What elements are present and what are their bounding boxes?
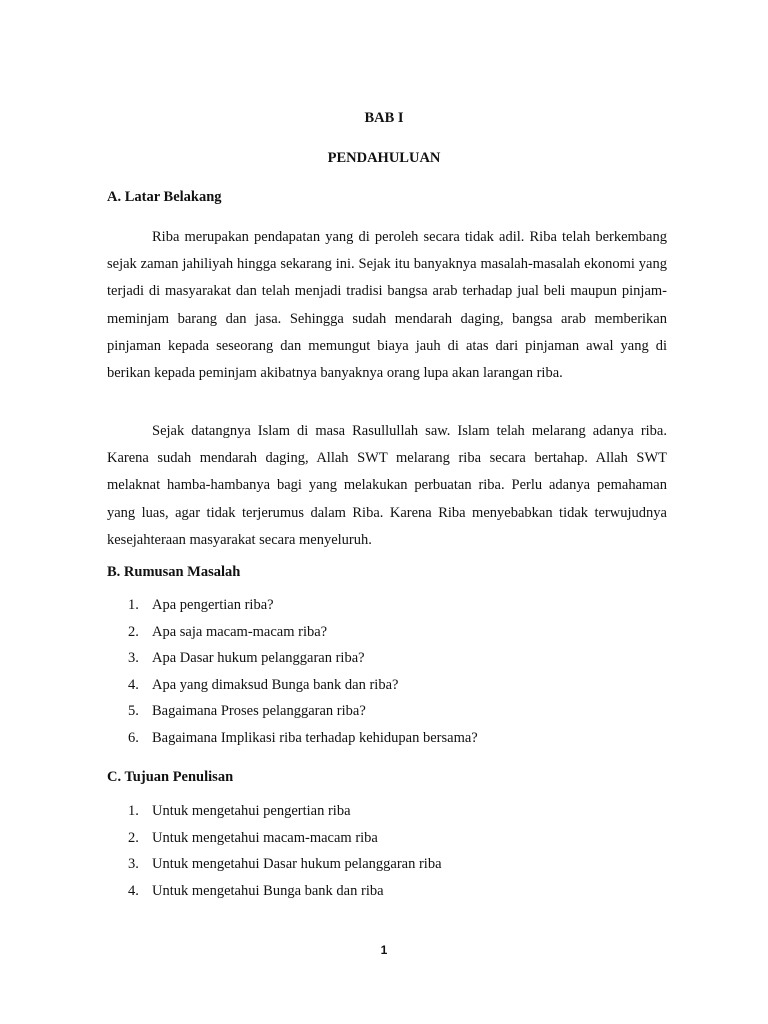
list-number: 2. [128, 623, 139, 640]
section-heading-rumusan-masalah: B. Rumusan Masalah [107, 564, 241, 580]
list-text: Untuk mengetahui Bunga bank dan riba [152, 882, 384, 899]
list-text: Apa Dasar hukum pelanggaran riba? [152, 650, 365, 666]
list-text: Untuk mengetahui macam-macam riba [152, 829, 378, 846]
list-text: Untuk mengetahui pengertian riba [152, 803, 351, 819]
list-number: 4. [128, 676, 139, 693]
list-text: Bagaimana Proses pelanggaran riba? [152, 703, 366, 719]
list-number: 4. [128, 882, 139, 899]
list-number: 5. [128, 703, 139, 719]
list-number: 3. [128, 650, 139, 666]
section-heading-latar-belakang: A. Latar Belakang [107, 189, 222, 205]
list-number: 1. [128, 803, 139, 819]
paragraph-latar-belakang-1: Riba merupakan pendapatan yang di peroleh secara tidak adil. Riba telah berkembang sejak zaman jahiliyah hingga sekarang ini. Sejak itu banyaknya masalah-masalah ekonomi yang terjadi di masyarakat dan telah menjadi tradisi bangsa arab terhadap jual beli maupun pinjam-meminjam barang dan jasa. Sehingga sudah mendarah daging, bangsa arab memberikan pinjaman kepada seseorang dan memungut biaya jauh di atas dari pinjaman awal yang di berikan kepada peminjam akibatnya banyaknya orang lupa akan larangan riba. [107, 229, 667, 382]
list-number: 6. [128, 729, 139, 746]
list-number: 2. [128, 829, 139, 846]
list-number: 1. [128, 597, 139, 613]
paragraph-latar-belakang-2: Sejak datangnya Islam di masa Rasullullah saw. Islam telah melarang adanya riba. Karena sudah mendarah daging, Allah SWT melarang riba secara bertahap. Allah SWT melaknat hamba-hambanya bagi yang melakukan perbuatan riba. Perlu adanya pemahaman yang luas, agar tidak terjerumus dalam Riba. Karena Riba menyebabkan tidak terwujudnya kesejahteraan masyarakat secara menyeluruh. [107, 423, 667, 548]
list-text: Apa yang dimaksud Bunga bank dan riba? [152, 676, 399, 693]
chapter-title: PENDAHULUAN [327, 150, 441, 166]
list-text: Apa pengertian riba? [152, 597, 274, 613]
page-number: 1 [380, 943, 388, 957]
list-text: Apa saja macam-macam riba? [152, 623, 328, 640]
list-number: 3. [128, 856, 139, 872]
list-text: Untuk mengetahui Dasar hukum pelanggaran riba [152, 856, 442, 872]
chapter-label: BAB I [364, 110, 404, 126]
section-heading-tujuan-penulisan: C. Tujuan Penulisan [107, 769, 234, 785]
list-text: Bagaimana Implikasi riba terhadap kehidupan bersama? [152, 729, 478, 746]
